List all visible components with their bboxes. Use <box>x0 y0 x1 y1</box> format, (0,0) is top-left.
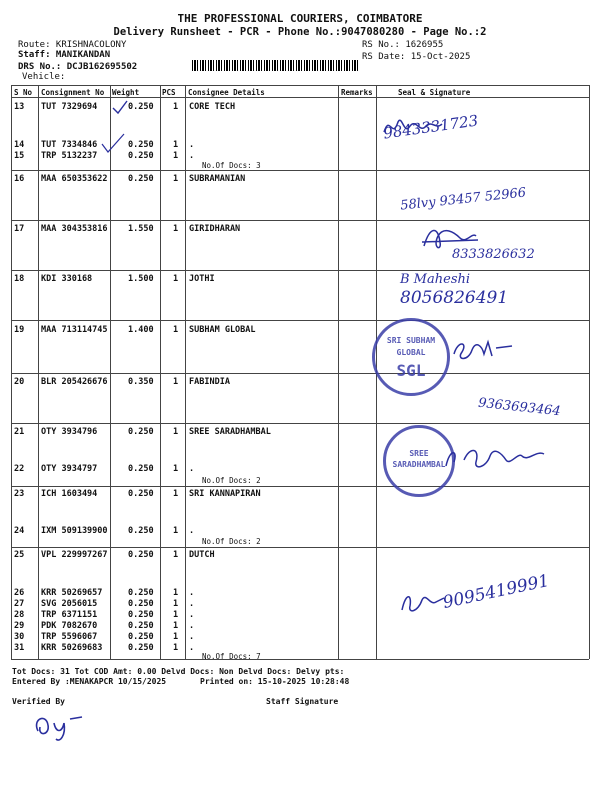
seal-text: SRI SUBHAM GLOBAL <box>386 336 436 357</box>
row-sno: 16 <box>14 174 25 184</box>
row-sno: 29 <box>14 621 25 631</box>
table-top-border <box>11 85 589 86</box>
col-header-pcs: PCS <box>162 88 176 97</box>
signature-scribble <box>420 222 480 252</box>
row-weight: 0.250 <box>128 588 154 598</box>
row-consignment: MAA 713114745 <box>41 325 108 335</box>
row-pcs: 1 <box>173 377 179 387</box>
handwritten-phone: 8056826491 <box>400 288 509 308</box>
row-consignee: . <box>189 140 195 150</box>
handwritten-phone: 9843331723 <box>382 111 480 143</box>
row-pcs: 1 <box>173 621 179 631</box>
handwritten-phone: 8333826632 <box>452 247 535 262</box>
signature-scribble <box>448 334 518 364</box>
row-weight: 0.250 <box>128 610 154 620</box>
row-consignment: SVG 2056015 <box>41 599 98 609</box>
row-pcs: 1 <box>173 599 179 609</box>
doc-count: No.Of Docs: 2 <box>202 476 261 485</box>
row-sno: 30 <box>14 632 25 642</box>
row-sno: 13 <box>14 102 25 112</box>
row-consignment: KDI 330168 <box>41 274 93 284</box>
signature-scribble <box>440 440 560 475</box>
row-weight: 1.500 <box>128 274 154 284</box>
row-divider <box>11 423 589 424</box>
row-weight: 0.250 <box>128 632 154 642</box>
row-consignee: . <box>189 464 195 474</box>
row-consignment: KRR 50269657 <box>41 588 103 598</box>
row-weight: 0.250 <box>128 174 154 184</box>
row-consignment: OTY 3934797 <box>41 464 98 474</box>
doc-count: No.Of Docs: 3 <box>202 161 261 170</box>
seal-initials: SGL <box>396 361 426 380</box>
verified-by: Verified By <box>12 697 65 706</box>
row-consignment: VPL 229997267 <box>41 550 108 560</box>
row-divider <box>11 547 589 548</box>
verifier-signature <box>30 705 100 745</box>
row-sno: 17 <box>14 224 25 234</box>
row-consignee: SRI KANNAPIRAN <box>189 489 261 499</box>
row-pcs: 1 <box>173 174 179 184</box>
row-pcs: 1 <box>173 274 179 284</box>
row-pcs: 1 <box>173 151 179 161</box>
staff-signature-label: Staff Signature <box>266 697 339 706</box>
signature-scribble <box>380 112 460 142</box>
row-weight: 0.250 <box>128 427 154 437</box>
row-sno: 24 <box>14 526 25 536</box>
col-border <box>110 85 111 659</box>
signature-scribble <box>398 588 448 618</box>
row-consignee: GIRIDHARAN <box>189 224 241 234</box>
row-sno: 21 <box>14 427 25 437</box>
header-divider <box>11 97 589 98</box>
row-divider <box>11 373 589 374</box>
row-consignee: SREE SARADHAMBAL <box>189 427 271 437</box>
row-divider <box>11 320 589 321</box>
row-pcs: 1 <box>173 224 179 234</box>
company-seal <box>372 318 450 396</box>
handwritten-note: 58lvy 93457 52966 <box>399 185 527 214</box>
row-pcs: 1 <box>173 489 179 499</box>
runsheet-subtitle: Delivery Runsheet - PCR - Phone No.:9047080280 - Page No.:2 <box>113 26 487 38</box>
row-weight: 0.250 <box>128 643 154 653</box>
row-weight: 0.250 <box>128 151 154 161</box>
row-weight: 0.250 <box>128 140 154 150</box>
row-consignee: . <box>189 151 195 161</box>
row-consignment: TRP 6371151 <box>41 610 98 620</box>
row-weight: 0.250 <box>128 621 154 631</box>
check-mark <box>98 130 128 160</box>
row-consignment: BLR 205426676 <box>41 377 108 387</box>
check-mark <box>110 98 130 118</box>
col-header-consignee: Consignee Details <box>188 88 265 97</box>
row-weight: 0.350 <box>128 377 154 387</box>
entered-by: Entered By :MENAKAPCR 10/15/2025 <box>12 677 167 686</box>
doc-count: No.Of Docs: 2 <box>202 537 261 546</box>
row-consignment: OTY 3934796 <box>41 427 98 437</box>
col-border <box>160 85 161 659</box>
row-consignee: . <box>189 526 195 536</box>
row-consignment: TUT 7334846 <box>41 140 98 150</box>
row-sno: 26 <box>14 588 25 598</box>
row-sno: 20 <box>14 377 25 387</box>
table-bottom-border <box>11 659 589 660</box>
col-header-remarks: Remarks <box>341 88 373 97</box>
row-pcs: 1 <box>173 588 179 598</box>
col-header-seal: Seal & Signature <box>398 88 471 97</box>
row-sno: 19 <box>14 325 25 335</box>
col-border <box>185 85 186 659</box>
row-pcs: 1 <box>173 643 179 653</box>
row-divider <box>11 170 589 171</box>
printed-on: Printed on: 15-10-2025 10:28:48 <box>200 677 350 686</box>
row-weight: 0.250 <box>128 599 154 609</box>
row-pcs: 1 <box>173 526 179 536</box>
row-pcs: 1 <box>173 325 179 335</box>
totals-line: Tot Docs: 31 Tot COD Amt: 0.00 Delvd Docs: Non Delvd Docs: Delvy pts: <box>12 667 345 676</box>
row-consignment: ICH 1603494 <box>41 489 98 499</box>
row-consignment: TRP 5596067 <box>41 632 98 642</box>
row-consignee: . <box>189 610 195 620</box>
row-pcs: 1 <box>173 102 179 112</box>
row-consignment: PDK 7082670 <box>41 621 98 631</box>
row-consignee: . <box>189 632 195 642</box>
row-divider <box>11 486 589 487</box>
row-weight: 0.250 <box>128 489 154 499</box>
row-pcs: 1 <box>173 140 179 150</box>
vehicle: Vehicle: <box>22 72 66 82</box>
row-consignee: JOTHI <box>189 274 215 284</box>
row-consignee: FABINDIA <box>189 377 230 387</box>
row-sno: 14 <box>14 140 25 150</box>
row-weight: 1.550 <box>128 224 154 234</box>
row-sno: 18 <box>14 274 25 284</box>
row-consignee: . <box>189 621 195 631</box>
col-border <box>589 85 590 659</box>
seal-text: SREE SARADHAMBAL <box>392 449 446 469</box>
row-sno: 23 <box>14 489 25 499</box>
row-sno: 31 <box>14 643 25 653</box>
row-consignment: MAA 304353816 <box>41 224 108 234</box>
row-pcs: 1 <box>173 632 179 642</box>
row-consignment: TUT 7329694 <box>41 102 98 112</box>
col-border <box>11 85 12 659</box>
row-divider <box>11 220 589 221</box>
drs-number: DRS No.: DCJB162695502 <box>18 62 138 72</box>
col-border <box>338 85 339 659</box>
row-pcs: 1 <box>173 464 179 474</box>
route: Route: KRISHNACOLONY <box>18 40 127 50</box>
row-consignment: TRP 5132237 <box>41 151 98 161</box>
row-weight: 0.250 <box>128 526 154 536</box>
row-weight: 0.250 <box>128 464 154 474</box>
row-divider <box>11 270 589 271</box>
row-consignee: . <box>189 588 195 598</box>
row-pcs: 1 <box>173 610 179 620</box>
handwritten-phone: 9095419991 <box>441 570 552 614</box>
rs-date: RS Date: 15-Oct-2025 <box>362 52 471 62</box>
col-header-sno: S No <box>14 88 33 97</box>
row-consignment: IXM 509139900 <box>41 526 108 536</box>
row-pcs: 1 <box>173 427 179 437</box>
row-sno: 27 <box>14 599 25 609</box>
row-consignment: MAA 650353622 <box>41 174 108 184</box>
row-weight: 0.250 <box>128 550 154 560</box>
row-consignee: SUBRAMANIAN <box>189 174 246 184</box>
rs-number: RS No.: 1626955 <box>362 40 444 50</box>
company-title: THE PROFESSIONAL COURIERS, COIMBATORE <box>177 12 423 25</box>
doc-count: No.Of Docs: 7 <box>202 652 261 661</box>
barcode <box>192 60 360 71</box>
row-weight: 0.250 <box>128 102 154 112</box>
col-header-consignment: Consignment No <box>41 88 105 97</box>
col-border <box>38 85 39 659</box>
handwritten-name: B Maheshi <box>400 272 471 287</box>
row-consignee: DUTCH <box>189 550 215 560</box>
handwritten-phone: 9363693464 <box>477 395 562 420</box>
row-sno: 15 <box>14 151 25 161</box>
row-weight: 1.400 <box>128 325 154 335</box>
row-consignee: . <box>189 599 195 609</box>
row-consignment: KRR 50269683 <box>41 643 103 653</box>
row-pcs: 1 <box>173 550 179 560</box>
row-sno: 28 <box>14 610 25 620</box>
row-sno: 22 <box>14 464 25 474</box>
row-consignee: SUBHAM GLOBAL <box>189 325 256 335</box>
col-header-weight: Weight <box>112 88 140 97</box>
row-sno: 25 <box>14 550 25 560</box>
row-consignee: CORE TECH <box>189 102 236 112</box>
staff: Staff: MANIKANDAN <box>18 50 111 60</box>
row-consignee: . <box>189 643 195 653</box>
